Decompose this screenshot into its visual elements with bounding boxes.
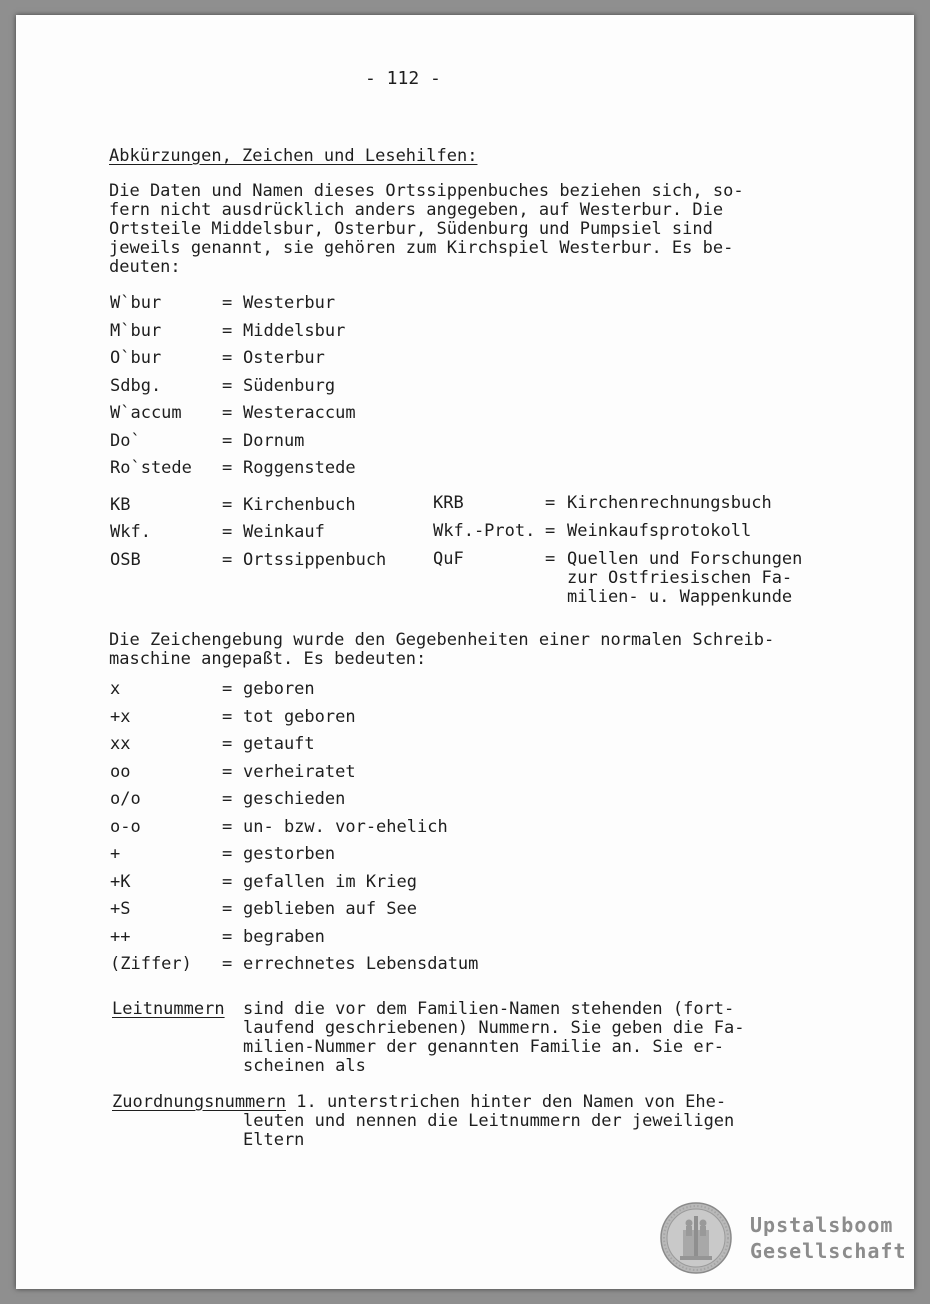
symbol: o/o bbox=[110, 789, 141, 809]
zuordnungsnummern-definition bbox=[243, 1112, 734, 1150]
place-abbr: M`bur bbox=[110, 321, 162, 341]
equals-sign: = bbox=[222, 348, 233, 368]
symbols-intro-line: Die Zeichengebung wurde den Gegebenheiten einer normalen Schreib- bbox=[109, 630, 775, 650]
intro-line: Die Daten und Namen dieses Ortssippenbuches beziehen sich, so- bbox=[109, 181, 744, 201]
symbol: +K bbox=[110, 872, 131, 892]
definition-line: Eltern bbox=[243, 1130, 305, 1150]
symbol-meaning: un- bzw. vor-ehelich bbox=[243, 817, 448, 837]
symbol: + bbox=[110, 844, 121, 864]
place-meaning: Südenburg bbox=[243, 376, 336, 396]
intro-line: Ortsteile Middelsbur, Osterbur, Südenburg und Pumpsiel sind bbox=[109, 219, 713, 239]
place-meaning: Roggenstede bbox=[243, 458, 356, 478]
brand-line-1: Upstalsboom bbox=[750, 1213, 894, 1237]
source-meaning: Weinkauf bbox=[243, 522, 325, 542]
equals-sign: = bbox=[222, 376, 233, 396]
equals-sign: = bbox=[222, 899, 233, 919]
symbol-meaning: verheiratet bbox=[243, 762, 356, 782]
symbol-meaning: geboren bbox=[243, 679, 315, 699]
place-abbr: Ro`stede bbox=[110, 458, 192, 478]
leitnummern-definition bbox=[243, 1000, 745, 1076]
source-meaning: Weinkaufsprotokoll bbox=[567, 521, 752, 541]
equals-sign: = bbox=[222, 762, 233, 782]
symbol: xx bbox=[110, 734, 131, 754]
source-meaning: Ortssippenbuch bbox=[243, 550, 387, 570]
symbol-meaning: tot geboren bbox=[243, 707, 356, 727]
definition-line: laufend geschriebenen) Nummern. Sie geben die Fa- bbox=[243, 1018, 745, 1038]
equals-sign: = bbox=[222, 293, 233, 313]
equals-sign: = bbox=[222, 844, 233, 864]
source-meaning: Kirchenbuch bbox=[243, 495, 356, 515]
symbols-intro-line: maschine angepaßt. Es bedeuten: bbox=[109, 649, 427, 669]
source-abbr: KRB bbox=[433, 493, 464, 513]
source-abbr: KB bbox=[110, 495, 131, 515]
leitnummern-term: Leitnummern bbox=[112, 999, 225, 1019]
place-abbr: Do` bbox=[110, 431, 141, 451]
source-meaning-line: zur Ostfriesischen Fa- bbox=[567, 568, 793, 588]
equals-sign: = bbox=[222, 817, 233, 837]
symbol: +S bbox=[110, 899, 131, 919]
document-page bbox=[16, 15, 914, 1289]
equals-sign: = bbox=[545, 549, 556, 569]
symbol-meaning: gefallen im Krieg bbox=[243, 872, 417, 892]
source-abbr: OSB bbox=[110, 550, 141, 570]
symbols-intro-paragraph bbox=[109, 631, 774, 669]
symbol: oo bbox=[110, 762, 131, 782]
equals-sign: = bbox=[222, 679, 233, 699]
place-meaning: Westeraccum bbox=[243, 403, 356, 423]
equals-sign: = bbox=[222, 954, 233, 974]
symbol-meaning: gestorben bbox=[243, 844, 336, 864]
place-abbr: W`bur bbox=[110, 293, 162, 313]
symbol-meaning: geschieden bbox=[243, 789, 346, 809]
symbol-meaning: errechnetes Lebensdatum bbox=[243, 954, 479, 974]
place-meaning: Osterbur bbox=[243, 348, 325, 368]
source-abbr: Wkf. bbox=[110, 522, 151, 542]
definition-line: 1. unterstrichen hinter den Namen von Ehe- bbox=[296, 1092, 727, 1112]
equals-sign: = bbox=[222, 927, 233, 947]
source-meaning: Kirchenrechnungsbuch bbox=[567, 493, 772, 513]
equals-sign: = bbox=[222, 403, 233, 423]
symbol-meaning: geblieben auf See bbox=[243, 899, 417, 919]
equals-sign: = bbox=[545, 493, 556, 513]
page-number: - 112 - bbox=[365, 68, 441, 89]
definition-line: sind die vor dem Familien-Namen stehenden (fort- bbox=[243, 999, 735, 1019]
equals-sign: = bbox=[222, 550, 233, 570]
intro-line: deuten: bbox=[109, 257, 181, 277]
source-meaning-line: Quellen und Forschungen bbox=[567, 549, 803, 569]
equals-sign: = bbox=[222, 495, 233, 515]
place-meaning: Westerbur bbox=[243, 293, 336, 313]
zuordnungsnummern-term: Zuordnungsnummern bbox=[112, 1092, 286, 1112]
section-heading: Abkürzungen, Zeichen und Lesehilfen: bbox=[109, 146, 478, 166]
symbol-meaning: getauft bbox=[243, 734, 315, 754]
intro-line: jeweils genannt, sie gehören zum Kirchspiel Westerbur. Es be- bbox=[109, 238, 734, 258]
brand-line-2: Gesellschaft bbox=[750, 1239, 907, 1263]
source-meaning-line: milien- u. Wappenkunde bbox=[567, 587, 793, 607]
place-abbr: O`bur bbox=[110, 348, 162, 368]
intro-paragraph bbox=[109, 182, 744, 277]
equals-sign: = bbox=[222, 522, 233, 542]
source-abbr: QuF bbox=[433, 549, 464, 569]
symbol: x bbox=[110, 679, 121, 699]
equals-sign: = bbox=[222, 458, 233, 478]
intro-line: fern nicht ausdrücklich anders angegeben, auf Westerbur. Die bbox=[109, 200, 724, 220]
equals-sign: = bbox=[222, 321, 233, 341]
symbol: +x bbox=[110, 707, 131, 727]
place-meaning: Middelsbur bbox=[243, 321, 346, 341]
definition-line: leuten und nennen die Leitnummern der jeweiligen bbox=[243, 1111, 735, 1131]
symbol: ++ bbox=[110, 927, 131, 947]
equals-sign: = bbox=[545, 521, 556, 541]
place-meaning: Dornum bbox=[243, 431, 305, 451]
equals-sign: = bbox=[222, 734, 233, 754]
equals-sign: = bbox=[222, 431, 233, 451]
source-abbr: Wkf.-Prot. bbox=[433, 521, 536, 541]
symbol: o-o bbox=[110, 817, 141, 837]
definition-line: milien-Nummer der genannten Familie an. Sie er- bbox=[243, 1037, 725, 1057]
place-abbr: Sdbg. bbox=[110, 376, 162, 396]
equals-sign: = bbox=[222, 872, 233, 892]
equals-sign: = bbox=[222, 789, 233, 809]
source-meaning-multiline bbox=[567, 550, 802, 607]
symbol-meaning: begraben bbox=[243, 927, 325, 947]
place-abbr: W`accum bbox=[110, 403, 182, 423]
upstalsboom-seal-icon bbox=[660, 1202, 732, 1274]
zuordnungsnummern-row bbox=[112, 1093, 726, 1112]
definition-line: scheinen als bbox=[243, 1056, 366, 1076]
equals-sign: = bbox=[222, 707, 233, 727]
symbol: (Ziffer) bbox=[110, 954, 192, 974]
